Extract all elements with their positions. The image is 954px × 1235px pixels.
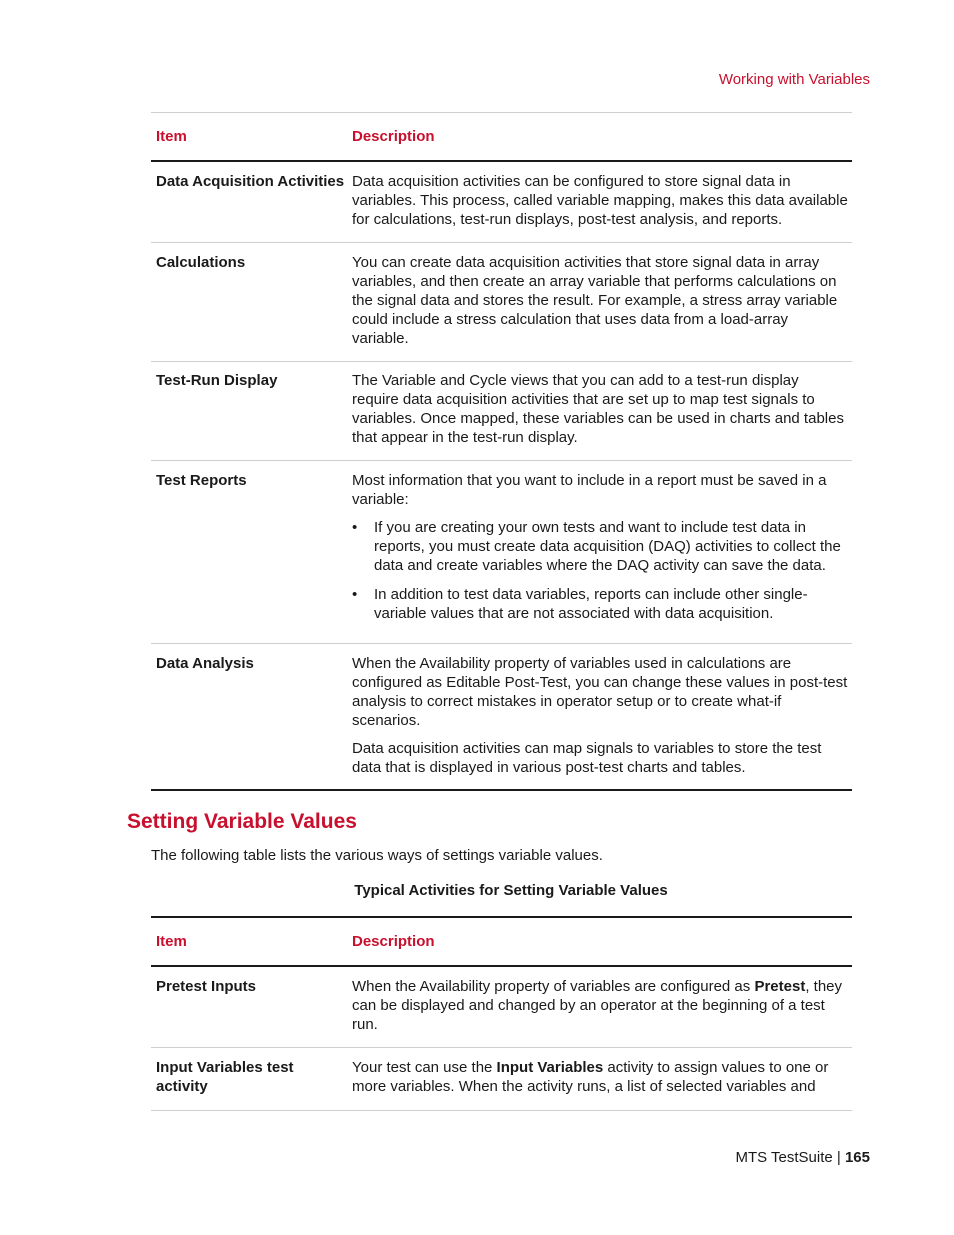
section-title: Setting Variable Values [127, 810, 357, 833]
list-item: • In addition to test data variables, reports can include other single-variable values that are not associated with data acquisition. [352, 585, 848, 623]
row-item: Data Analysis [156, 655, 254, 672]
bold-term: Pretest [754, 978, 806, 995]
table-row [151, 1048, 852, 1111]
table-row [151, 461, 852, 644]
row-description [347, 977, 852, 1034]
intro-text: The following table lists the various ways of settings variable values. [151, 847, 603, 864]
table-caption: Typical Activities for Setting Variable Values [354, 882, 668, 899]
table-header [151, 113, 852, 162]
bullet-list [352, 518, 848, 623]
table-row [151, 644, 852, 791]
row-item: Test Reports [156, 472, 247, 489]
table-row [151, 162, 852, 243]
description-text: Data acquisition activities can be configured to store signal data in variables. This process, called variable mapping, makes this data available for calculations, test-run displays, post-test analysis, and reports. [352, 173, 848, 228]
table-row [151, 362, 852, 461]
row-description [347, 1058, 852, 1096]
header-item: Item [156, 128, 187, 145]
header-item: Item [156, 933, 187, 950]
row-item: Test-Run Display [156, 372, 278, 389]
product-name: MTS TestSuite [735, 1149, 833, 1166]
text-run: Your test can use the [352, 1059, 497, 1076]
description-text [352, 977, 848, 1034]
table-header [151, 918, 852, 967]
page-footer [735, 1149, 870, 1166]
header-description: Description [352, 128, 435, 145]
description-text: Data acquisition activities can map signals to variables to store the test data that is displayed in various post-test charts and tables. [352, 740, 822, 776]
bold-term: Input Variables [496, 1059, 604, 1076]
variables-usage-table [151, 112, 852, 791]
description-text: The Variable and Cycle views that you can add to a test-run display require data acquisition activities that are set up to map test signals to variables. Once mapped, these variables can be used in charts and tables that appear in the test-run display. [352, 372, 844, 446]
footer-separator: | [832, 1149, 845, 1166]
table-row [151, 967, 852, 1048]
list-item: • If you are creating your own tests and want to include test data in reports, you must create data acquisition (DAQ) activities to collect the data and create variables where the DAQ activity can save the data. [352, 518, 848, 575]
row-item: Pretest Inputs [156, 978, 257, 995]
description-text: Most information that you want to include in a report must be saved in a variable: [352, 472, 827, 508]
table-row [151, 243, 852, 362]
row-item: Calculations [156, 254, 246, 271]
description-text: You can create data acquisition activities that store signal data in array variables, and then create an array variable that performs calculations on the signal data and stores the result. For example, a stress array variable could include a stress calculation that uses data from a load-array variable. [352, 254, 838, 347]
row-description [347, 654, 852, 777]
description-text [352, 1058, 848, 1096]
text-run: , they can be displayed and changed by an operator at the beginning of a test run. [352, 978, 842, 1033]
header-description: Description [352, 933, 435, 950]
row-item: Input Variables test activity [156, 1059, 294, 1095]
description-text: When the Availability property of variables used in calculations are configured as Editable Post-Test, you can change these values in post-test analysis to correct mistakes in operator setup or to create what-if scenarios. [352, 655, 848, 729]
running-head: Working with Variables [718, 71, 870, 88]
row-description [347, 371, 852, 447]
row-item: Data Acquisition Activities [156, 173, 345, 190]
row-description [347, 471, 852, 623]
page-number: 165 [844, 1149, 870, 1166]
text-run: activity to assign values to one or more variables. When the activity runs, a list of selected variables and [352, 1059, 829, 1095]
text-run: When the Availability property of variables are configured as [352, 978, 755, 995]
row-description [347, 172, 852, 229]
row-description [347, 253, 852, 348]
setting-values-table [151, 916, 852, 1111]
